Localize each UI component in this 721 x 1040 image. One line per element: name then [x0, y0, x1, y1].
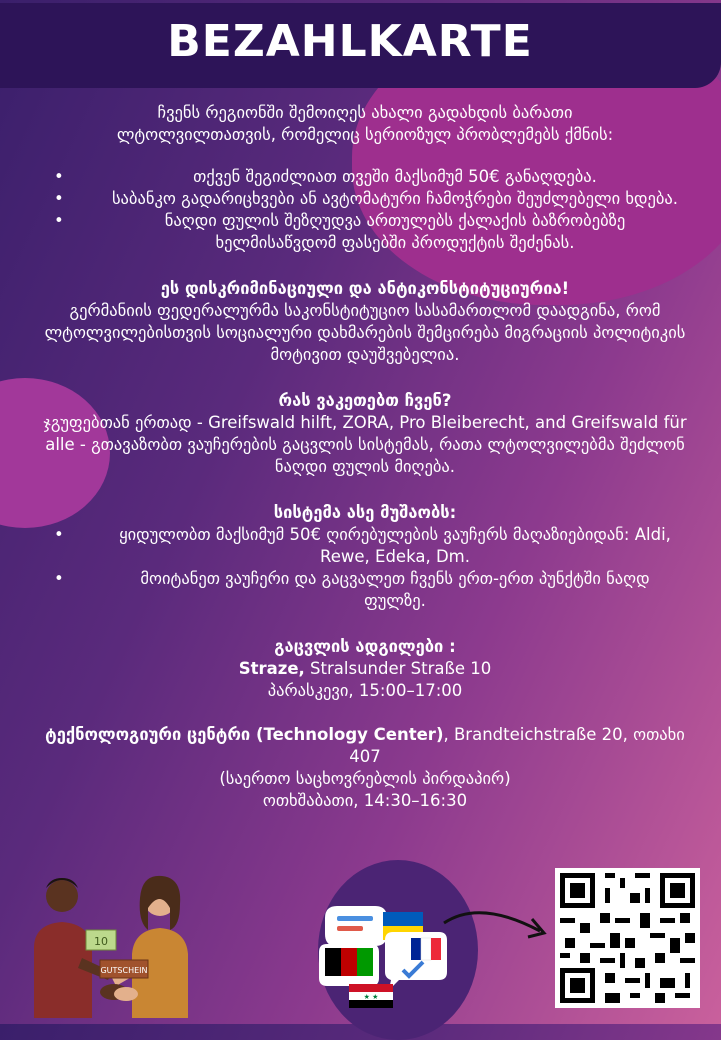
location-1-time: პარასკევი, 15:00–17:00: [267, 681, 463, 700]
location-1-address: Stralsunder Straße 10: [304, 659, 492, 678]
arrow-icon: [440, 895, 555, 955]
title-banner: [0, 3, 721, 88]
language-bubbles-illustration: [315, 900, 455, 1010]
location-2-time: ოთხშაბათი, 14:30–16:30: [262, 791, 468, 810]
location-1-name: Straze,: [238, 659, 305, 678]
location-2-note: (საერთო საცხოვრებლის პირდაპირ): [219, 769, 511, 788]
location-1: [40, 658, 690, 680]
locations-heading: გაცვლის ადგილები :: [274, 637, 456, 656]
syria-flag-icon: [349, 984, 393, 992]
location-2-name: ტექნოლოგიური ცენტრი (Technology Center): [45, 725, 444, 744]
france-flag-icon: [411, 938, 421, 960]
list-item: • ნაღდი ფულის შეზღუდვა ართულებს ქალაქის ბაზრობებზე ხელმისაწვდომ ფასებში პროდუქტის შეძენას.: [40, 210, 690, 254]
how-it-works-list: [40, 524, 690, 612]
discrimination-text: გერმანიის ფედერალურმა საკონსტიტუციო სასამართლომ დაადგინა, რომ ლტოლვილებისთვის სოციალური დახმარების შემცირება მიგრაციის პოლიტიკის მოტივით დაუშვებელია.: [44, 301, 686, 364]
how-it-works-heading: სისტემა ასე მუშაობს:: [273, 503, 457, 522]
what-we-do-heading: რას ვაკეთებთ ჩვენ?: [278, 391, 452, 410]
intro-line-1: ჩვენს რეგიონში შემოიღეს ახალი გადახდის ბარათი: [157, 103, 573, 122]
banknote-label: 10: [94, 935, 108, 948]
location-2-address: , Brandteichstraße 20, ოთახი 407: [349, 725, 685, 766]
intro-line-2: ლტოლვილთათვის, რომელიც სერიოზულ პრობლემებს ქმნის:: [116, 125, 614, 144]
svg-text:★ ★: ★ ★: [363, 993, 379, 1001]
qr-code-icon[interactable]: [555, 868, 700, 1008]
locations-section: [40, 636, 690, 812]
people-exchange-illustration: [20, 868, 210, 1018]
afghanistan-flag-icon: [325, 948, 341, 976]
how-it-works-section: [40, 502, 690, 612]
list-item: • საბანკო გადარიცხვები ან ავტომატური ჩამოჭრები შეუძლებელი ხდება.: [40, 188, 690, 210]
flyer-content: [40, 102, 690, 812]
list-item: • მოიტანეთ ვაუჩერი და გაცვალეთ ჩვენს ერთ-ერთ პუნქტში ნაღდ ფულზე.: [40, 568, 690, 612]
page-title: BEZAHLKARTE: [167, 16, 533, 67]
list-item: • თქვენ შეგიძლიათ თვეში მაქსიმუმ 50€ განაღდება.: [40, 166, 690, 188]
qr-code-pattern: [555, 868, 700, 1008]
intro-text: [40, 102, 690, 146]
voucher-label: GUTSCHEIN: [100, 966, 148, 975]
what-we-do-section: [40, 390, 690, 478]
discrimination-section: [40, 278, 690, 366]
what-we-do-text: ჯგუფებთან ერთად - Greifswald hilft, ZORA, Pro Bleiberecht, and Greifswald für alle - გთავაზობთ ვაუჩერების გაცვლის სისტემას, რათა ლტოლვილებმა შეძლონ ნაღდი ფულის მიღება.: [43, 413, 687, 476]
problems-list: [40, 166, 690, 254]
discrimination-heading: ეს დისკრიმინაციული და ანტიკონსტიტუციურია!: [160, 279, 570, 298]
list-item: • ყიდულობთ მაქსიმუმ 50€ ღირებულების ვაუჩერს მაღაზიებიდან: Aldi, Rewe, Edeka, Dm.: [40, 524, 690, 568]
location-2: [40, 724, 690, 768]
